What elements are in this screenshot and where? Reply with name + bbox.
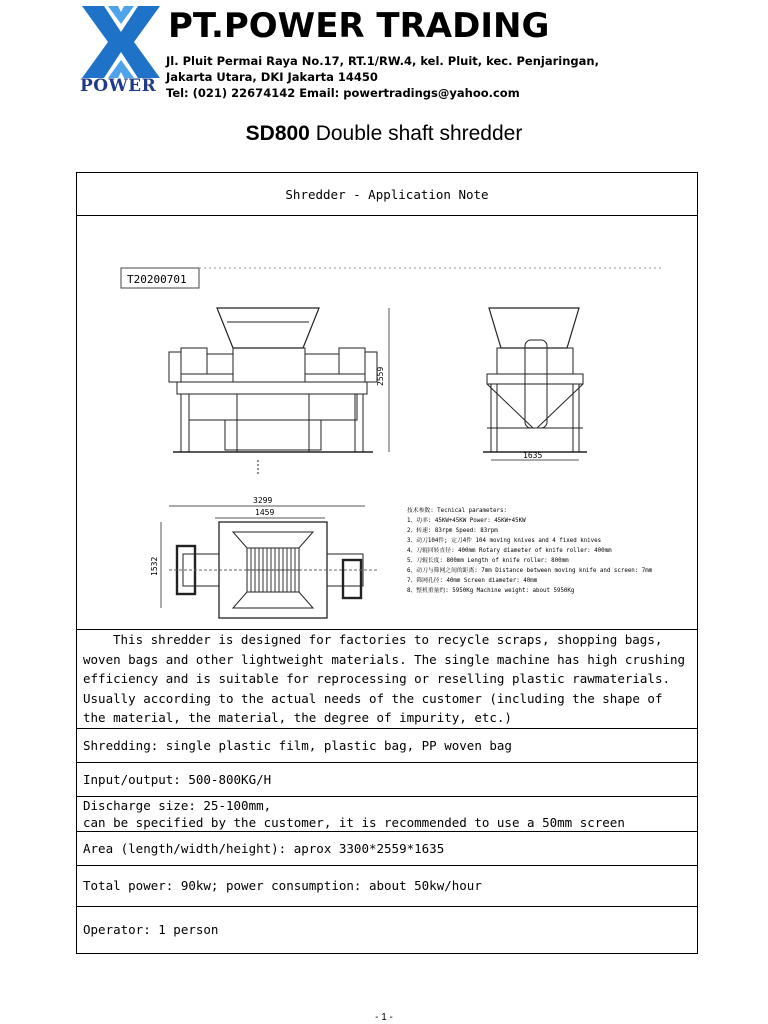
logo-text: POWER <box>80 76 157 96</box>
discharge-line-1: Discharge size: 25-100mm, <box>83 797 272 813</box>
power-row: Total power: 90kw; power consumption: about 50kw/hour <box>77 865 698 906</box>
param-line: 8、整机重量约: 5950Kg Machine weight: about 5950Kg <box>407 588 575 594</box>
shredding-row: Shredding: single plastic film, plastic bag, PP woven bag <box>77 728 698 762</box>
param-line: 6、动刀与筛网之间的距离: 7mm Distance between moving knife and screen: 7mm <box>407 568 653 574</box>
discharge-row <box>77 796 698 831</box>
discharge-line-2: can be specified by the customer, it is recommended to use a 50mm screen <box>83 814 625 830</box>
spec-table <box>76 172 698 954</box>
page-number: - 1 - <box>375 1012 393 1023</box>
param-line: 4、刀辊回转直径: 400mm Rotary diameter of knife roller: 400mm <box>407 548 612 554</box>
dim-side-width: 1635 <box>523 451 543 460</box>
param-line: 5、刀辊长度: 800mm Length of knife roller: 800mm <box>407 558 569 564</box>
operator-row: Operator: 1 person <box>77 906 698 953</box>
dim-inner-width: 1459 <box>255 508 275 517</box>
technical-drawing-cell <box>77 216 698 630</box>
document-title <box>0 122 768 146</box>
description-cell <box>77 630 698 729</box>
param-line: 1、功率: 45KW+45KW Power: 45KW+45KW <box>407 518 526 524</box>
param-line: 3、动刀104件; 定刀4件 104 moving knives and 4 fixed knives <box>407 538 602 544</box>
drawing-code: T20200701 <box>127 273 187 286</box>
front-view <box>169 308 389 474</box>
param-line: 2、转速: 83rpm Speed: 83rpm <box>407 528 498 534</box>
description-text: This shredder is designed for factories to recycle scraps, shopping bags, woven bags and other lightweight materials. The single machine has high crushing efficiency and is suitable for reprocessing or reselling plastic rawmaterials. Usually according to the actual needs of the customer (including the shape of the material, the material, the degree of impurity, etc.) <box>83 632 686 725</box>
dim-total-width: 3299 <box>253 496 273 505</box>
technical-drawing <box>77 216 697 626</box>
area-row: Area (length/width/height): aprox 3300*2559*1635 <box>77 831 698 865</box>
address-line-2: Jakarta Utara, DKI Jakarta 14450 <box>166 70 378 84</box>
dim-height: 2559 <box>376 366 385 386</box>
param-line: 技术参数: Tecnical parameters: <box>407 508 507 514</box>
contact-line: Tel: (021) 22674142 Email: powertradings@yahoo.com <box>166 86 520 100</box>
address-line-1: Jl. Pluit Permai Raya No.17, RT.1/RW.4, kel. Pluit, kec. Penjaringan, <box>166 54 599 68</box>
input-output-row: Input/output: 500-800KG/H <box>77 762 698 796</box>
top-view <box>150 496 377 618</box>
model-name: SD800 <box>245 122 310 145</box>
side-view <box>483 308 587 460</box>
company-name: PT.POWER TRADING <box>168 6 550 46</box>
param-line: 7、筛网孔径: 40mm Screen diameter: 40mm <box>407 578 538 584</box>
technical-parameters <box>407 506 653 594</box>
table-header: Shredder - Application Note <box>77 173 698 216</box>
dim-depth: 1532 <box>150 556 159 576</box>
product-name: Double shaft shredder <box>309 122 523 145</box>
